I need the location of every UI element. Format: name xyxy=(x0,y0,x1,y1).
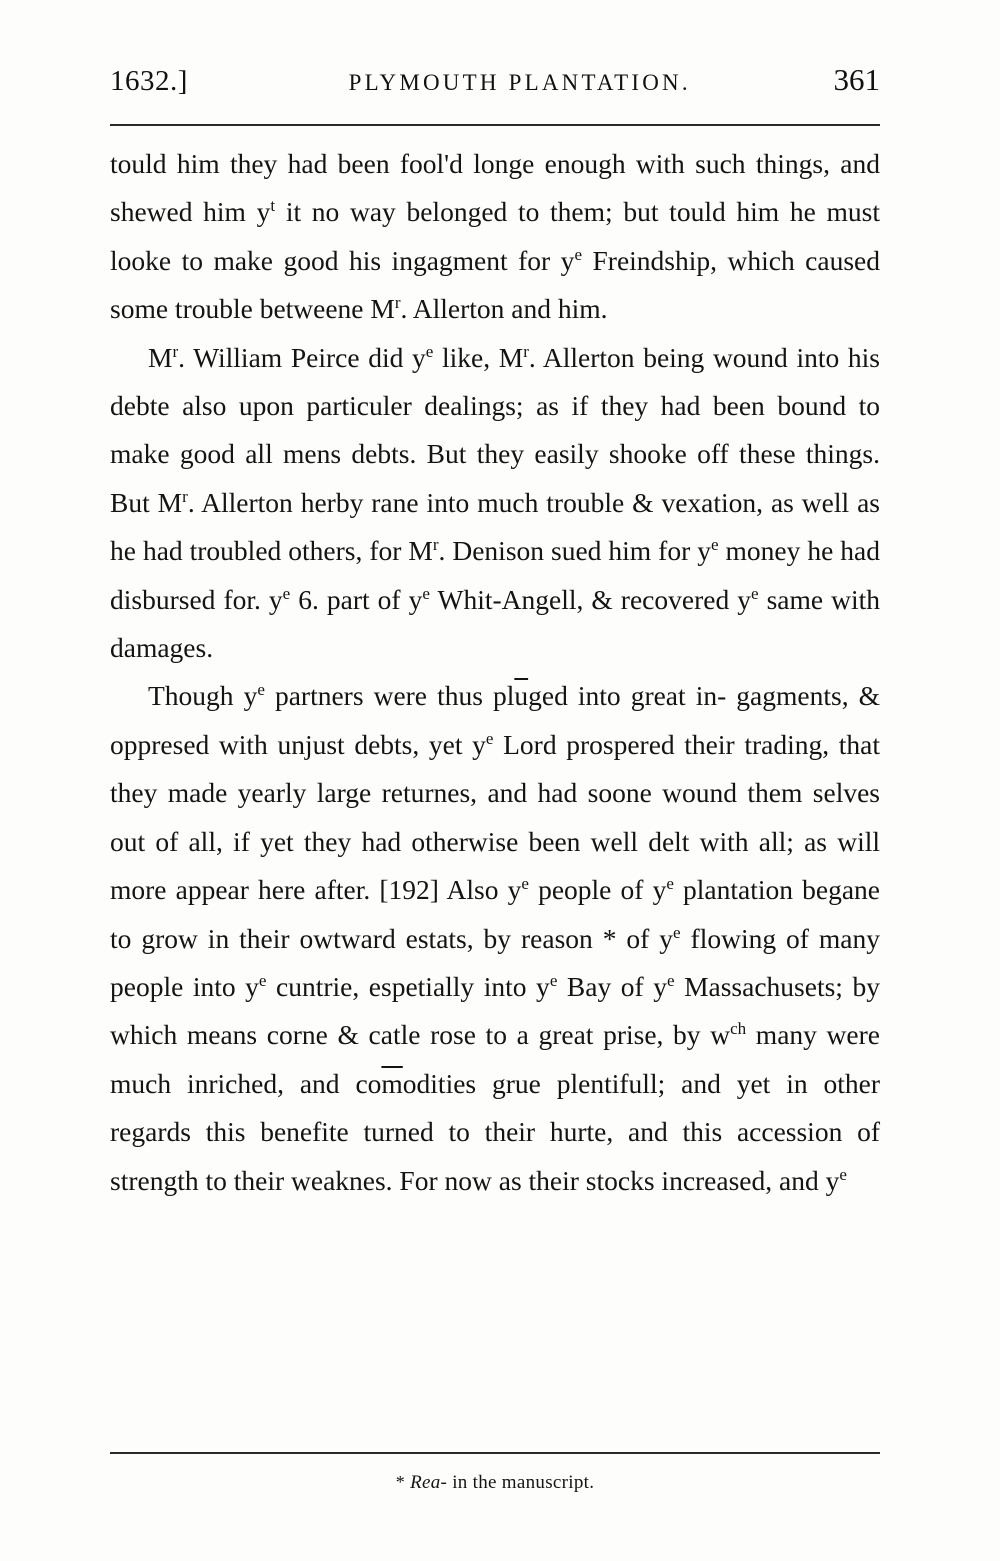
footnote-text: in the manuscript. xyxy=(447,1472,595,1493)
page-header xyxy=(110,62,880,106)
footnote xyxy=(110,1472,880,1494)
header-year: 1632.] xyxy=(110,65,188,97)
footnote-italic-word: Rea- xyxy=(410,1472,448,1493)
header-divider xyxy=(110,124,880,126)
footnote-marker: * xyxy=(395,1472,406,1492)
paragraph-3: Though $y^e$ partners were thus $pl\overline{u}ged$ into great in- gagments, & oppresed with unjust debts, yet $y^e$ Lord prospered their trading, that they made yearly large returnes, and had soone wound them selves out of all, if yet they had otherwise been well delt with all; as will more appear here after. [192] Also $y^e$ people of $y^e$ plantation begane to grow in their owtward estats, by reason * of $y^e$ flowing of many people into $y^e$ cuntrie, espetially into $y^e$ Bay of $y^e$ Massachusets; by which means corne & catle rose to a great prise, by $w^{ch}$ many were much inriched, and $co\overline{m}odities$ grue plentifull; and yet in other regards this benefite turned to their hurte, and this accession of strength to their weaknes. For now as their stocks increased, and $y^e$ xyxy=(110,680,881,1196)
footnote-divider xyxy=(110,1452,880,1454)
body-text xyxy=(110,140,880,1205)
paragraph-1: tould him they had been fool'd longe enough with such things, and shewed him $y^t$ it no way belonged to them; but tould him he must looke to make good his ingagment for $y^e$ Freindship, which caused some trouble betweene $M^r$. Allerton and him. xyxy=(110,148,880,325)
page-title: PLYMOUTH PLANTATION. xyxy=(348,70,691,95)
paragraph-2: $M^r$. William Peirce did $y^e$ like, $M^r$. Allerton being wound into his debte also upon particuler dealings; as if they had been bound to make good all mens debts. But they easily shooke off these things. But $M^r$. Allerton herby rane into much trouble & vexation, as well as he had troubled others, for $M^r$. Denison sued him for $y^e$ money he had disbursed for. $y^e$ 6. part of $y^e$ Whit-Angell, & recovered $y^e$ same with damages. xyxy=(110,341,881,664)
page-number: 361 xyxy=(833,62,880,97)
